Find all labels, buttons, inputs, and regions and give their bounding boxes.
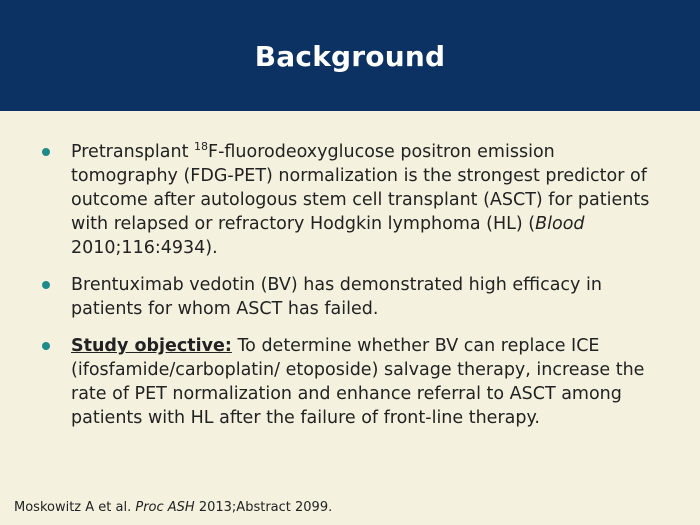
bullet-text: To determine whether BV can replace ICE (ifosfamide/carboplatin/ etoposide) salvage therapy, increase the rate of PET normalization and enhance referral to ASCT among patients with HL after the failure of front-line therapy. — [71, 336, 645, 428]
citation-footer — [14, 500, 332, 515]
citation-text: Moskowitz A et al. — [14, 500, 136, 515]
bullet-text-part: 2010;116:4934). — [71, 238, 218, 258]
slide-title: Background — [254, 40, 446, 73]
bullet-item-bv-efficacy — [38, 273, 658, 321]
bullet-dot-icon — [42, 281, 50, 289]
bullet-text: Brentuximab vedotin (BV) has demonstrated high efficacy in patients for whom ASCT has failed. — [71, 275, 602, 319]
superscript-isotope: 18 — [194, 140, 209, 154]
bullet-item-pet-normalization — [38, 140, 658, 260]
bullet-text-part: Pretransplant — [71, 142, 195, 162]
study-objective-label: Study objective: — [71, 336, 232, 356]
bullet-item-study-objective — [38, 334, 658, 430]
citation-journal: Proc ASH — [135, 500, 195, 515]
citation-text: 2013;Abstract 2099. — [194, 500, 333, 515]
bullet-list — [38, 140, 658, 443]
bullet-dot-icon — [42, 342, 50, 350]
journal-name: Blood — [535, 214, 585, 234]
title-bar — [0, 0, 700, 111]
bullet-dot-icon — [42, 148, 50, 156]
bullet-text-part: F-fluorodeoxyglucose positron emission tomography (FDG-PET) normalization is the strongest predictor of outcome after autologous stem cell transplant (ASCT) for patients with relapsed or refractory Hodgkin lymphoma (HL) ( — [71, 142, 650, 234]
